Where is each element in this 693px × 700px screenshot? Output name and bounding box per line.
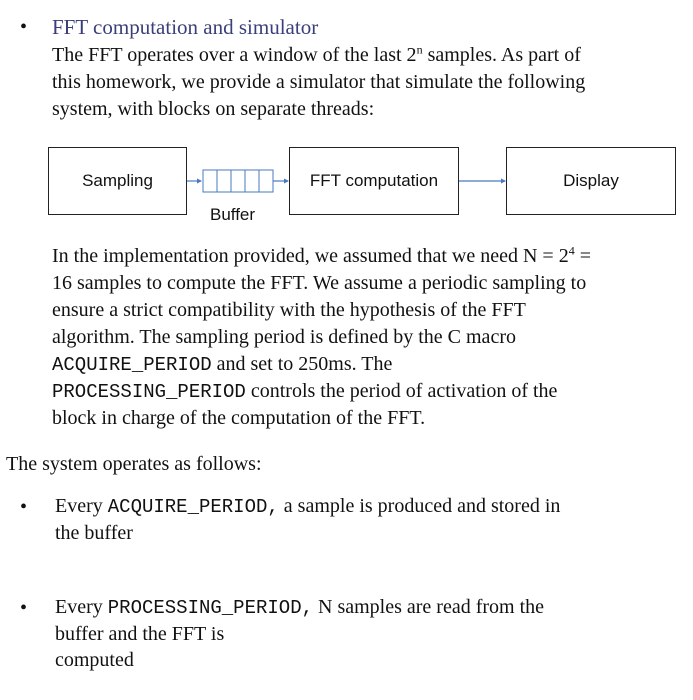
fft-label: FFT computation: [309, 171, 439, 190]
section-heading: FFT computation and simulator: [52, 15, 319, 39]
bullet-2-line-2: buffer and the FFT is: [55, 623, 225, 645]
bullet-1-line-2: the buffer: [55, 522, 133, 544]
impl-line-5: [52, 351, 392, 379]
intro-line-3: system, with blocks on separate threads:: [52, 98, 375, 120]
bullet-2-marker: •: [20, 597, 28, 619]
bullet-2-line-3: computed: [55, 649, 134, 671]
impl-exponent: 4: [568, 243, 575, 258]
bullet-2-line-1: [55, 594, 544, 622]
intro-line-1-text: The FFT operates over a window of the last 2: [52, 44, 417, 66]
bullet-1-prefix: Every: [55, 495, 108, 517]
display-label: Display: [563, 171, 619, 190]
impl-line-1: [52, 243, 591, 270]
impl-line-1-suffix: =: [574, 245, 591, 267]
buffer-label: Buffer: [210, 205, 256, 224]
impl-line-1-text: In the implementation provided, we assumed that we need N = 2: [52, 245, 569, 267]
impl-line-7: block in charge of the computation of the FFT.: [52, 407, 426, 429]
impl-line-6-text: controls the period of activation of the: [245, 380, 558, 402]
impl-line-6: [52, 378, 557, 406]
impl-line-2: 16 samples to compute the FFT. We assume a periodic sampling to: [52, 272, 587, 294]
arrow-sampling-buffer-head: [197, 179, 202, 184]
impl-line-4: algorithm. The sampling period is defined by the C macro: [52, 326, 516, 348]
impl-line-3: ensure a strict compatibility with the hypothesis of the FFT: [52, 299, 526, 321]
buffer-queue-icon: [203, 170, 273, 192]
bullet-1-line-1: [55, 493, 560, 521]
intro-line-1-suffix: samples. As part of: [427, 44, 581, 66]
bullet-1-marker: •: [20, 496, 28, 518]
bullet-1-code: ACQUIRE_PERIOD,: [107, 496, 279, 518]
bullet-2-code: PROCESSING_PERIOD,: [107, 597, 313, 619]
bullet-2-rest: N samples are read from the: [313, 596, 545, 618]
fft-box: [289, 147, 459, 215]
intro-line-2: this homework, we provide a simulator that simulate the following: [52, 71, 586, 93]
sampling-label: Sampling: [82, 171, 153, 190]
acquire-period-code: ACQUIRE_PERIOD: [52, 354, 212, 376]
display-box: [506, 147, 676, 215]
impl-line-5-text: and set to 250ms. The: [211, 353, 393, 375]
intro-exponent: n: [416, 42, 423, 57]
section-bullet: •: [20, 16, 28, 38]
bullet-2-prefix: Every: [55, 596, 108, 618]
bullet-1-rest: a sample is produced and stored in: [278, 495, 561, 517]
operates-text: The system operates as follows:: [6, 453, 262, 475]
processing-period-code: PROCESSING_PERIOD: [52, 381, 246, 403]
